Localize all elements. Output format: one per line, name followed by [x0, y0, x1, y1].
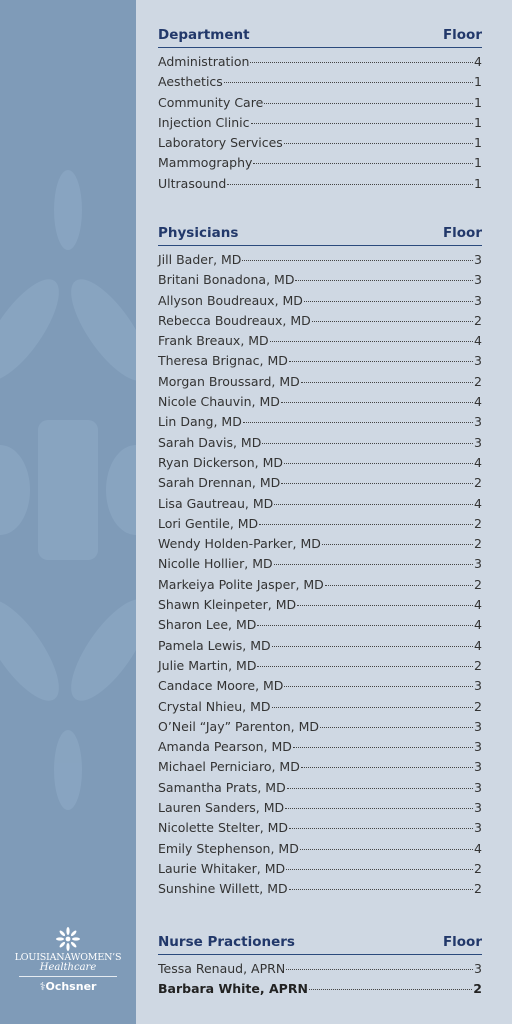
dot-leader: [289, 828, 473, 829]
dot-leader: [301, 767, 473, 768]
entry-name: Crystal Nhieu, MD: [158, 698, 271, 714]
list-item: [158, 74, 482, 94]
entry-floor: 1: [474, 155, 482, 171]
entry-floor: 3: [474, 414, 482, 430]
list-item: [158, 353, 482, 373]
entry-floor: 4: [474, 597, 482, 613]
entry-name: Allyson Boudreaux, MD: [158, 292, 303, 308]
entry-name: Markeiya Polite Jasper, MD: [158, 576, 324, 592]
entry-floor: 3: [474, 272, 482, 288]
entry-floor: 4: [474, 333, 482, 349]
dot-leader: [284, 686, 473, 687]
nurse-practitioners-section: [158, 934, 482, 1002]
logo-line3: [0, 980, 136, 993]
list-item: [158, 496, 482, 516]
list-item: [158, 414, 482, 434]
entry-name: Lin Dang, MD: [158, 414, 242, 430]
entry-floor: 3: [474, 961, 482, 976]
dot-leader: [251, 123, 474, 124]
dot-leader: [304, 301, 473, 302]
entry-name: Theresa Brignac, MD: [158, 353, 288, 369]
list-item: [158, 435, 482, 455]
entry-floor: 4: [474, 454, 482, 470]
nurse-practitioners-header: [158, 934, 482, 955]
dot-leader: [281, 402, 473, 403]
entry-floor: 4: [474, 394, 482, 410]
entry-floor: 2: [474, 576, 482, 592]
dot-leader: [264, 103, 473, 104]
dot-leader: [284, 143, 473, 144]
entry-floor: 3: [474, 820, 482, 836]
dot-leader: [320, 727, 473, 728]
dot-leader: [253, 163, 473, 164]
entry-floor: 4: [474, 637, 482, 653]
flower-icon: [55, 926, 81, 952]
list-item: [158, 95, 482, 115]
list-item: [158, 678, 482, 698]
entry-floor: 1: [474, 175, 482, 191]
decorative-pattern: [0, 0, 136, 1024]
entry-name: Nicolette Stelter, MD: [158, 820, 289, 836]
entry-floor: 1: [474, 94, 482, 110]
entry-floor: 3: [474, 292, 482, 308]
list-item: [158, 313, 482, 333]
directory-content: [136, 0, 512, 1024]
list-item: [158, 293, 482, 313]
entry-name: Mammography: [158, 155, 253, 171]
dot-leader: [289, 889, 473, 890]
dot-leader: [309, 989, 472, 990]
list-item: [158, 841, 482, 861]
list-item: [158, 176, 482, 196]
dot-leader: [287, 788, 473, 789]
list-item: [158, 54, 482, 74]
list-item: [158, 115, 482, 135]
dot-leader: [293, 747, 473, 748]
entry-floor: 2: [474, 312, 482, 328]
entry-name: Emily Stephenson, MD: [158, 840, 299, 856]
entry-floor: 3: [474, 800, 482, 816]
entry-name: Britani Bonadona, MD: [158, 272, 295, 288]
dot-leader: [284, 463, 473, 464]
entry-name: Ultrasound: [158, 175, 227, 191]
dot-leader: [257, 666, 473, 667]
list-item: [158, 597, 482, 617]
dot-leader: [224, 82, 473, 83]
physicians-list: [158, 252, 482, 902]
entry-name: Michael Perniciaro, MD: [158, 759, 300, 775]
entry-floor: 2: [474, 515, 482, 531]
entry-floor: 4: [474, 840, 482, 856]
nurse-practitioners-floor-label: Floor: [442, 934, 482, 950]
entry-floor: 4: [474, 495, 482, 511]
list-item: [158, 820, 482, 840]
entry-name: Frank Breaux, MD: [158, 333, 269, 349]
list-item: [158, 374, 482, 394]
logo-line1: LOUISIANAWOMEN’S: [14, 952, 122, 963]
dot-leader: [289, 361, 473, 362]
list-item: [158, 333, 482, 353]
list-item: [158, 719, 482, 739]
department-section: [158, 27, 482, 196]
dot-leader: [262, 443, 473, 444]
dot-leader: [270, 341, 473, 342]
list-item: [158, 252, 482, 272]
entry-floor: 2: [474, 698, 482, 714]
list-item: [158, 577, 482, 597]
entry-name: Community Care: [158, 94, 264, 110]
dot-leader: [274, 564, 473, 565]
dot-leader: [286, 969, 473, 970]
entry-floor: 2: [474, 536, 482, 552]
list-item: [158, 739, 482, 759]
dot-leader: [281, 483, 473, 484]
entry-name: Administration: [158, 54, 250, 69]
entry-name: Wendy Holden-Parker, MD: [158, 536, 321, 552]
entry-floor: 1: [474, 74, 482, 90]
list-item: [158, 272, 482, 292]
physicians-floor-label: Floor: [442, 225, 482, 241]
dot-leader: [272, 707, 474, 708]
list-item: [158, 638, 482, 658]
list-item: [158, 658, 482, 678]
entry-name: Sarah Davis, MD: [158, 434, 262, 450]
entry-name: Sarah Drennan, MD: [158, 475, 281, 491]
logo-line3-text: Ochsner: [45, 980, 97, 993]
entry-floor: 4: [474, 54, 482, 69]
entry-floor: 2: [474, 657, 482, 673]
entry-floor: 2: [473, 981, 482, 997]
entry-name: Ryan Dickerson, MD: [158, 454, 283, 470]
department-floor-label: Floor: [442, 27, 482, 43]
entry-name: Rebecca Boudreaux, MD: [158, 312, 311, 328]
list-item: [158, 475, 482, 495]
physicians-header: [158, 225, 482, 246]
entry-name: Candace Moore, MD: [158, 678, 284, 694]
dot-leader: [243, 422, 473, 423]
entry-name: Morgan Broussard, MD: [158, 373, 300, 389]
entry-name: Lori Gentile, MD: [158, 515, 259, 531]
dot-leader: [301, 382, 473, 383]
entry-name: Barbara White, APRN: [158, 981, 308, 997]
entry-name: Lauren Sanders, MD: [158, 800, 285, 816]
entry-name: Samantha Prats, MD: [158, 779, 286, 795]
logo: [0, 926, 136, 993]
list-item: [158, 394, 482, 414]
list-item: [158, 759, 482, 779]
physicians-title: Physicians: [158, 225, 239, 241]
dot-leader: [312, 321, 473, 322]
list-item: [158, 516, 482, 536]
list-item: [158, 556, 482, 576]
entry-name: Laurie Whitaker, MD: [158, 860, 286, 876]
list-item: [158, 617, 482, 637]
nurse-practitioners-list: [158, 961, 482, 1002]
dot-leader: [300, 849, 473, 850]
entry-name: Lisa Gautreau, MD: [158, 495, 274, 511]
list-item: [158, 981, 482, 1001]
entry-name: Nicole Chauvin, MD: [158, 394, 280, 410]
logo-divider: [19, 976, 117, 977]
entry-floor: 1: [474, 114, 482, 130]
department-title: Department: [158, 27, 250, 43]
list-item: [158, 881, 482, 901]
logo-line2: Healthcare: [39, 962, 97, 973]
ochsner-mark-icon: ⚕: [39, 980, 46, 993]
dot-leader: [297, 605, 473, 606]
entry-floor: 3: [474, 739, 482, 755]
entry-name: Pamela Lewis, MD: [158, 637, 271, 653]
nurse-practitioners-title: Nurse Practioners: [158, 934, 295, 950]
entry-name: Injection Clinic: [158, 114, 250, 130]
physicians-section: [158, 225, 482, 902]
entry-name: Shawn Kleinpeter, MD: [158, 597, 297, 613]
entry-name: Amanda Pearson, MD: [158, 739, 292, 755]
entry-floor: 2: [474, 475, 482, 491]
dot-leader: [274, 504, 473, 505]
list-item: [158, 155, 482, 175]
list-item: [158, 800, 482, 820]
dot-leader: [259, 524, 473, 525]
sidebar: [0, 0, 136, 1024]
entry-name: Jill Bader, MD: [158, 252, 242, 267]
dot-leader: [285, 808, 473, 809]
entry-name: Laboratory Services: [158, 135, 283, 151]
dot-leader: [325, 585, 473, 586]
dot-leader: [272, 646, 473, 647]
entry-name: Nicolle Hollier, MD: [158, 556, 273, 572]
list-item: [158, 780, 482, 800]
entry-floor: 3: [474, 556, 482, 572]
entry-name: Tessa Renaud, APRN: [158, 961, 286, 976]
entry-floor: 3: [474, 678, 482, 694]
list-item: [158, 699, 482, 719]
dot-leader: [295, 280, 473, 281]
dot-leader: [250, 62, 473, 63]
dot-leader: [286, 869, 473, 870]
entry-name: Julie Martin, MD: [158, 657, 257, 673]
dot-leader: [242, 260, 473, 261]
list-item: [158, 536, 482, 556]
entry-name: O’Neil “Jay” Parenton, MD: [158, 718, 319, 734]
entry-floor: 3: [474, 779, 482, 795]
entry-floor: 2: [474, 373, 482, 389]
list-item: [158, 455, 482, 475]
entry-name: Aesthetics: [158, 74, 223, 90]
entry-floor: 1: [474, 135, 482, 151]
entry-name: Sunshine Willett, MD: [158, 881, 288, 897]
dot-leader: [322, 544, 473, 545]
entry-floor: 4: [474, 617, 482, 633]
entry-floor: 2: [474, 881, 482, 897]
list-item: [158, 961, 482, 981]
list-item: [158, 135, 482, 155]
dot-leader: [257, 625, 473, 626]
entry-floor: 3: [474, 718, 482, 734]
list-item: [158, 861, 482, 881]
dot-leader: [227, 184, 473, 185]
department-header: [158, 27, 482, 48]
department-list: [158, 54, 482, 196]
entry-floor: 3: [474, 434, 482, 450]
entry-name: Sharon Lee, MD: [158, 617, 257, 633]
entry-floor: 3: [474, 759, 482, 775]
entry-floor: 2: [474, 860, 482, 876]
entry-floor: 3: [474, 252, 482, 267]
entry-floor: 3: [474, 353, 482, 369]
